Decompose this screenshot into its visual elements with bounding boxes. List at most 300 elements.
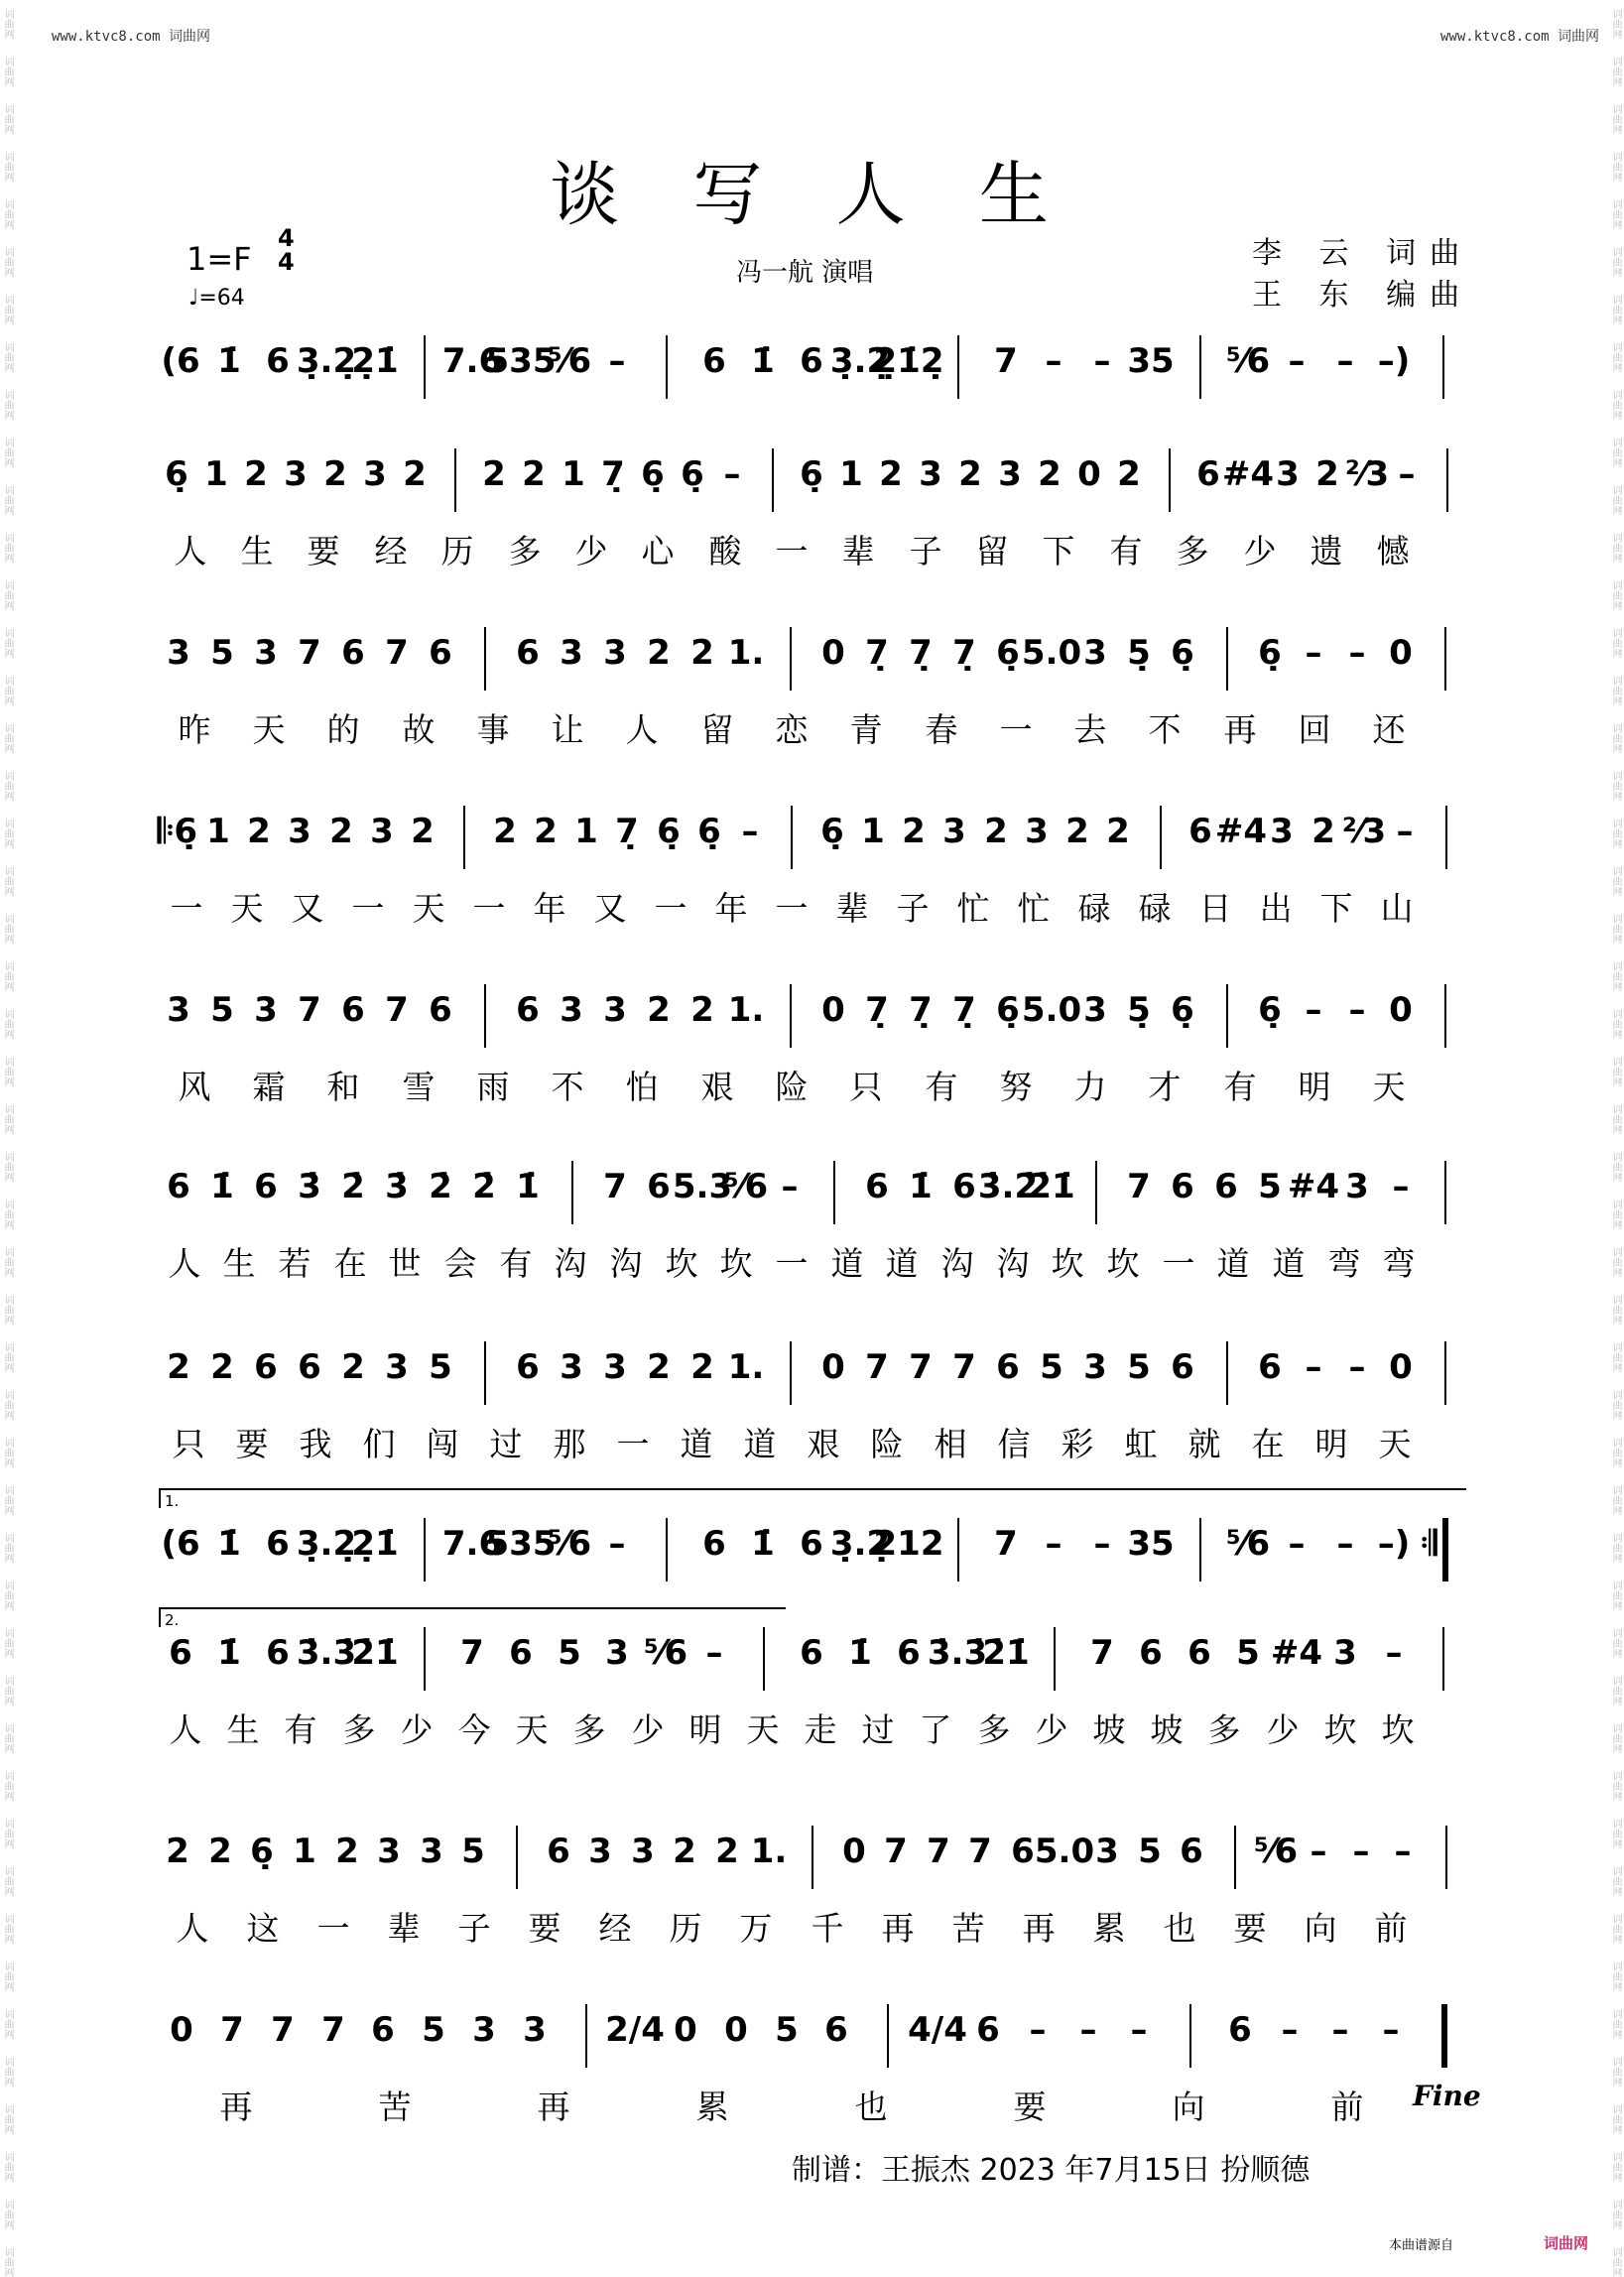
note: 0: [821, 1347, 845, 1387]
note: –: [1130, 2010, 1148, 2050]
side-watermark-text: 词曲网: [2, 771, 13, 801]
side-watermark-text: 词曲网: [2, 1866, 13, 1896]
note: –: [1288, 341, 1306, 381]
lyric-char: 一: [170, 889, 203, 928]
lyric-char: 回: [1298, 710, 1331, 749]
lyric-char: 就: [1187, 1425, 1221, 1463]
lyric-char: 坎: [1323, 1710, 1357, 1749]
note: 0: [674, 2010, 697, 2050]
note: 5: [1236, 1633, 1260, 1673]
lyric-char: 这: [246, 1909, 280, 1948]
note: 2: [1038, 454, 1062, 494]
note: 1.: [727, 633, 765, 673]
note: 3̇.3̇: [296, 1633, 357, 1673]
side-watermark-text: 词曲网: [1610, 485, 1621, 515]
note: 5: [461, 1832, 485, 1871]
lyric-char: 多: [1207, 1710, 1241, 1749]
note: ⁵⁄6: [1253, 1832, 1299, 1871]
lyric-char: 也: [854, 2087, 888, 2126]
lyric-char: 雨: [476, 1068, 510, 1106]
note: 0: [1389, 633, 1413, 673]
note: 2: [647, 1347, 671, 1387]
bar-line: [1199, 335, 1201, 399]
note: 6̣: [1171, 990, 1194, 1030]
note: 1: [562, 454, 585, 494]
lyric-char: 有: [499, 1244, 533, 1283]
note: 3: [942, 812, 966, 851]
notation-row: [157, 806, 1466, 875]
note: 2: [167, 1347, 190, 1387]
lyric-char: 生: [240, 532, 274, 570]
note: –: [705, 1633, 723, 1673]
note: 1̇: [751, 341, 775, 381]
note: 1: [293, 1832, 316, 1871]
lyric-char: 怕: [625, 1068, 659, 1106]
note: 1: [204, 454, 228, 494]
note: 6: [254, 1167, 278, 1206]
lyric-char: 春: [925, 710, 958, 749]
bar-line: [1189, 2004, 1191, 2068]
lyric-char: 昨: [178, 710, 211, 749]
side-watermark-text: 词曲网: [1610, 1581, 1621, 1610]
score-system: [0, 1627, 1624, 1806]
note: –: [1348, 1347, 1366, 1387]
side-watermark-text: 词曲网: [2, 485, 13, 515]
note: –: [608, 341, 626, 381]
side-watermark-text: 词曲网: [1610, 2152, 1621, 2182]
note: 2̇1̇: [1028, 1167, 1075, 1206]
note: 6: [429, 990, 452, 1030]
lyric-char: 沟: [940, 1244, 974, 1283]
note: 6̣: [820, 812, 844, 851]
lyric-char: 道: [1272, 1244, 1306, 1283]
note: 7: [952, 1347, 976, 1387]
lyric-char: 坎: [1106, 1244, 1140, 1283]
bar-line: [1054, 1627, 1056, 1691]
note: –: [1305, 633, 1322, 673]
lyric-char: 少: [400, 1710, 434, 1749]
note: 6̣: [681, 454, 704, 494]
note: 1̇: [217, 1524, 241, 1564]
lyric-char: 万: [739, 1909, 773, 1948]
note: 2̇1̇: [982, 1633, 1030, 1673]
note: 6: [1180, 1832, 1203, 1871]
note: 7: [909, 1347, 933, 1387]
note: 6: [865, 1167, 889, 1206]
lyric-char: 前: [1374, 1909, 1408, 1948]
side-watermark-text: 词曲网: [1610, 295, 1621, 324]
note: 7: [220, 2010, 244, 2050]
note: 2: [403, 454, 427, 494]
lyric-char: 向: [1304, 1909, 1337, 1948]
tempo: ♩=64: [188, 286, 245, 311]
lyric-char: 再: [219, 2087, 253, 2126]
lyric-char: 坎: [719, 1244, 753, 1283]
lyric-char: 虹: [1124, 1425, 1158, 1463]
bar-line: [887, 2004, 889, 2068]
side-watermark-text: 词曲网: [1610, 961, 1621, 991]
note: 2: [493, 812, 517, 851]
note: 6: [800, 1524, 823, 1564]
lyric-char: 有: [925, 1068, 958, 1106]
side-watermark-text: 词曲网: [2, 295, 13, 324]
note: –: [1305, 990, 1322, 1030]
note: 2: [522, 454, 546, 494]
note: ⁵⁄6: [723, 1167, 769, 1206]
lyric-char: 再: [537, 2087, 570, 2126]
side-watermark-text: 词曲网: [1610, 1438, 1621, 1467]
note: 6: [647, 1167, 671, 1206]
note: 3̇.2̇: [977, 1167, 1039, 1206]
note: 2: [534, 812, 558, 851]
note: 2: [984, 812, 1008, 851]
time-top: 4: [278, 224, 295, 252]
note: 6: [1011, 1832, 1035, 1871]
lyric-char: 在: [333, 1244, 367, 1283]
lyric-char: 明: [688, 1710, 722, 1749]
lyric-row: [157, 1062, 1466, 1105]
side-watermark-text: 词曲网: [2, 1438, 13, 1467]
bar-line: [1444, 1341, 1446, 1405]
side-watermark-text: 词曲网: [2, 1485, 13, 1515]
lyric-char: 道: [1216, 1244, 1250, 1283]
side-watermark-text: 词曲网: [2, 2152, 13, 2182]
lyric-char: 多: [977, 1710, 1011, 1749]
note: 𝄆6̣: [157, 812, 198, 851]
side-watermark-text: 词曲网: [2, 1104, 13, 1134]
side-watermark-text: 词曲网: [2, 1914, 13, 1944]
bar-line: [1160, 806, 1162, 869]
note: 6: [429, 633, 452, 673]
lyric-char: 多: [1176, 532, 1209, 570]
note: 5̣: [1127, 633, 1151, 673]
side-watermark-text: 词曲网: [2, 628, 13, 658]
lyric-char: 彩: [1061, 1425, 1094, 1463]
score-system: [0, 448, 1624, 627]
note: –): [1377, 341, 1411, 381]
side-watermark-text: 词曲网: [1610, 1200, 1621, 1229]
lyric-char: 道: [885, 1244, 919, 1283]
note: 0: [1389, 1347, 1413, 1387]
note: 212: [873, 1524, 944, 1564]
note: 6: [952, 1167, 976, 1206]
lyric-char: 多: [572, 1710, 606, 1749]
note: 2̇1̇: [351, 1633, 399, 1673]
note: 1̇: [210, 1167, 234, 1206]
note: 2: [673, 1832, 696, 1871]
note: ⁵⁄6: [547, 1524, 592, 1564]
bar-line: [1444, 1161, 1446, 1224]
side-watermark-text: 词曲网: [1610, 2057, 1621, 2087]
bar-line: [1442, 1518, 1448, 1581]
note: 2: [879, 454, 903, 494]
side-watermark-text: 词曲网: [1610, 1819, 1621, 1848]
arranger-credit: 王 东 编曲: [1252, 278, 1474, 313]
side-watermark-text: 词曲网: [2, 1533, 13, 1563]
note: 3: [385, 1347, 409, 1387]
note: 6: [702, 1524, 726, 1564]
side-watermark-text: 词曲网: [2, 1247, 13, 1277]
lyric-char: 年: [533, 889, 566, 928]
note: 2̣1̇: [351, 1524, 399, 1564]
side-watermark-text: 词曲网: [1610, 9, 1621, 39]
note: 7̣: [909, 990, 933, 1030]
side-watermark-text: 词曲网: [1610, 1104, 1621, 1134]
note: 6: [516, 990, 540, 1030]
note: 5: [558, 1633, 581, 1673]
bar-line: [1442, 1627, 1444, 1691]
side-watermark-text: 词曲网: [2, 152, 13, 182]
note: 2/4: [605, 2010, 665, 2050]
lyric-char: 故: [402, 710, 436, 749]
note: 6: [167, 1167, 190, 1206]
lyric-char: 少: [1243, 532, 1277, 570]
side-watermark-text: 词曲网: [2, 1723, 13, 1753]
side-watermark-text: 词曲网: [2, 2200, 13, 2229]
lyric-char: 人: [168, 1244, 201, 1283]
note: 1̇: [516, 1167, 540, 1206]
note: 3: [254, 633, 278, 673]
lyricist-credit: 李 云 词曲: [1252, 236, 1474, 271]
side-watermark-text: 词曲网: [1610, 676, 1621, 705]
note: 7: [1090, 1633, 1114, 1673]
note: –: [741, 812, 759, 851]
note: 2̣1̇2̣: [873, 341, 944, 381]
lyric-char: 生: [226, 1710, 260, 1749]
note: 7̣: [909, 633, 933, 673]
transcriber-credit: 制谱：王振杰 2023 年7月15日 扮顺德: [792, 2153, 1311, 2188]
note: 2: [335, 1832, 359, 1871]
note: 2: [690, 633, 714, 673]
note: 7: [1127, 1167, 1151, 1206]
note: 6: [1171, 1167, 1194, 1206]
lyric-char: 少: [1035, 1710, 1068, 1749]
note: 7̣: [865, 990, 889, 1030]
note: 6̣: [1171, 633, 1194, 673]
note: 0: [842, 1832, 866, 1871]
lyric-char: 道: [830, 1244, 864, 1283]
note: –: [608, 1524, 626, 1564]
side-watermark-text: 词曲网: [2, 390, 13, 420]
note: –: [1348, 990, 1366, 1030]
lyric-char: 天: [1378, 1425, 1412, 1463]
note: 6: [1258, 1347, 1282, 1387]
lyric-row: [157, 1903, 1466, 1947]
volta-second: [159, 1607, 786, 1627]
bar-line: [1226, 627, 1228, 691]
lyric-char: 世: [388, 1244, 422, 1283]
note: 5.3: [672, 1167, 733, 1206]
note: 3: [167, 633, 190, 673]
note: 1: [574, 812, 598, 851]
note: 7: [385, 633, 409, 673]
note: 3: [1270, 812, 1294, 851]
bar-line: [1444, 984, 1446, 1048]
lyric-char: 忙: [956, 889, 990, 928]
bar-line: [957, 335, 959, 399]
lyric-char: 一: [775, 889, 809, 928]
lyric-char: 向: [1172, 2087, 1205, 2126]
note: 6̣: [697, 812, 721, 851]
note: 6: [702, 341, 726, 381]
side-watermark-text: 词曲网: [2, 2247, 13, 2277]
note: 3: [603, 1347, 627, 1387]
lyric-char: 和: [326, 1068, 360, 1106]
note: 6: [516, 1347, 540, 1387]
lyric-char: 风: [178, 1068, 211, 1106]
lyric-char: 才: [1148, 1068, 1182, 1106]
note: 3: [1276, 454, 1300, 494]
lyric-char: 天: [230, 889, 264, 928]
side-watermark-text: 词曲网: [1610, 1914, 1621, 1944]
note: (6: [161, 341, 200, 381]
bar-line: [790, 1341, 792, 1405]
score-system: [0, 1826, 1624, 2004]
lyric-char: 青: [849, 710, 883, 749]
side-watermark-text: 词曲网: [2, 57, 13, 86]
score-system: [0, 627, 1624, 806]
note: 2: [1312, 812, 1335, 851]
side-watermark-text: 词曲网: [1610, 342, 1621, 372]
note: 3: [919, 454, 942, 494]
note: 3̣.2̣: [296, 341, 357, 381]
note: 2: [341, 1347, 365, 1387]
note: 0: [821, 990, 845, 1030]
note: 2: [1065, 812, 1089, 851]
bar-line: [424, 335, 426, 399]
note: 6: [800, 341, 823, 381]
lyric-char: 经: [374, 532, 408, 570]
note: 2: [329, 812, 353, 851]
score-system: [0, 1161, 1624, 1339]
side-watermark-text: 词曲网: [1610, 2200, 1621, 2229]
note: 3: [560, 633, 583, 673]
side-watermark-text: 词曲网: [1610, 533, 1621, 563]
notation-row: [157, 984, 1466, 1054]
lyric-char: 若: [278, 1244, 312, 1283]
side-watermark-text: 词曲网: [2, 1581, 13, 1610]
side-watermark-text: 词曲网: [2, 1200, 13, 1229]
note: 3: [523, 2010, 547, 2050]
side-watermark-text: 词曲网: [1610, 199, 1621, 229]
bar-line: [790, 627, 792, 691]
side-watermark-text: 词曲网: [1610, 1057, 1621, 1086]
lyric-char: 弯: [1382, 1244, 1416, 1283]
note: ⁵⁄6: [1225, 1524, 1271, 1564]
lyric-char: 要: [528, 1909, 562, 1948]
note: 2: [166, 1832, 189, 1871]
note: 2̇: [472, 1167, 496, 1206]
note: 2: [411, 812, 435, 851]
note: 2: [1315, 454, 1339, 494]
watermark-left: www.ktvc8.com 词曲网: [52, 29, 211, 45]
lyric-char: 过: [489, 1425, 523, 1463]
lyric-row: [157, 1419, 1466, 1462]
lyric-char: 忙: [1017, 889, 1051, 928]
notation-row: [157, 1826, 1466, 1895]
time-signature: [278, 226, 295, 274]
lyric-char: 沟: [996, 1244, 1030, 1283]
lyric-char: 人: [169, 1710, 202, 1749]
lyric-char: 憾: [1376, 532, 1410, 570]
note: 7: [321, 2010, 345, 2050]
side-watermark-text: 词曲网: [1610, 104, 1621, 134]
side-watermark-text: 词曲网: [2, 438, 13, 467]
lyric-char: 酸: [708, 532, 742, 570]
notation-row: [157, 448, 1466, 518]
note: 6̣: [996, 990, 1020, 1030]
lyric-char: 恋: [775, 710, 809, 749]
lyric-char: 了: [919, 1710, 952, 1749]
bar-line: [1234, 1826, 1236, 1889]
note: 1̇: [217, 1633, 241, 1673]
bar-line: [484, 627, 486, 691]
side-watermark-text: 词曲网: [1610, 2009, 1621, 2039]
lyric-char: 山: [1380, 889, 1414, 928]
note: 2: [244, 454, 268, 494]
singer: 冯一航 演唱: [736, 258, 874, 288]
side-watermark-text: 词曲网: [2, 1009, 13, 1039]
note: 6̣: [1258, 633, 1282, 673]
side-watermark-text: 词曲网: [2, 914, 13, 944]
note: 2: [690, 1347, 714, 1387]
note: –: [1352, 1832, 1370, 1871]
lyric-char: 在: [1251, 1425, 1285, 1463]
side-watermark-text: 词曲网: [2, 819, 13, 848]
note: 7̣: [952, 990, 976, 1030]
note: 3: [377, 1832, 401, 1871]
note: 6: [1187, 1633, 1211, 1673]
bar-line: [463, 806, 465, 869]
bar-line: [666, 1518, 668, 1581]
note: 3: [420, 1832, 443, 1871]
lyric-char: 有: [1223, 1068, 1257, 1106]
bar-line: [516, 1826, 518, 1889]
lyric-char: 闯: [426, 1425, 459, 1463]
note: 2: [323, 454, 347, 494]
side-watermark-text: 词曲网: [1610, 723, 1621, 753]
note: 3: [631, 1832, 655, 1871]
note: 7̣: [601, 454, 625, 494]
note: 0: [821, 633, 845, 673]
note: ⁵⁄6: [547, 341, 592, 381]
side-watermark-text: 词曲网: [1610, 1723, 1621, 1753]
note: 5: [429, 1347, 452, 1387]
side-watermark-text: 词曲网: [1610, 438, 1621, 467]
lyric-char: 子: [896, 889, 930, 928]
note: –: [1288, 1524, 1306, 1564]
lyric-row: [157, 2082, 1466, 2125]
side-watermark-text: 词曲网: [1610, 1771, 1621, 1801]
note: #4: [1270, 1633, 1323, 1673]
lyric-char: 去: [1073, 710, 1107, 749]
note: 3: [363, 454, 387, 494]
note: 2: [1117, 454, 1141, 494]
bar-line: [484, 1341, 486, 1405]
note: –: [1382, 2010, 1400, 2050]
bar-line: [833, 1161, 835, 1224]
note: 7: [927, 1832, 950, 1871]
note: ⁵⁄6: [1225, 341, 1271, 381]
lyric-char: 人: [625, 710, 659, 749]
lyric-char: 碌: [1077, 889, 1111, 928]
note: 7: [298, 990, 321, 1030]
note: 6: [266, 1524, 290, 1564]
note: 3: [167, 990, 190, 1030]
side-watermark-text: 词曲网: [2, 2057, 13, 2087]
note: 5: [210, 633, 234, 673]
side-watermark-text: 词曲网: [1610, 1390, 1621, 1420]
